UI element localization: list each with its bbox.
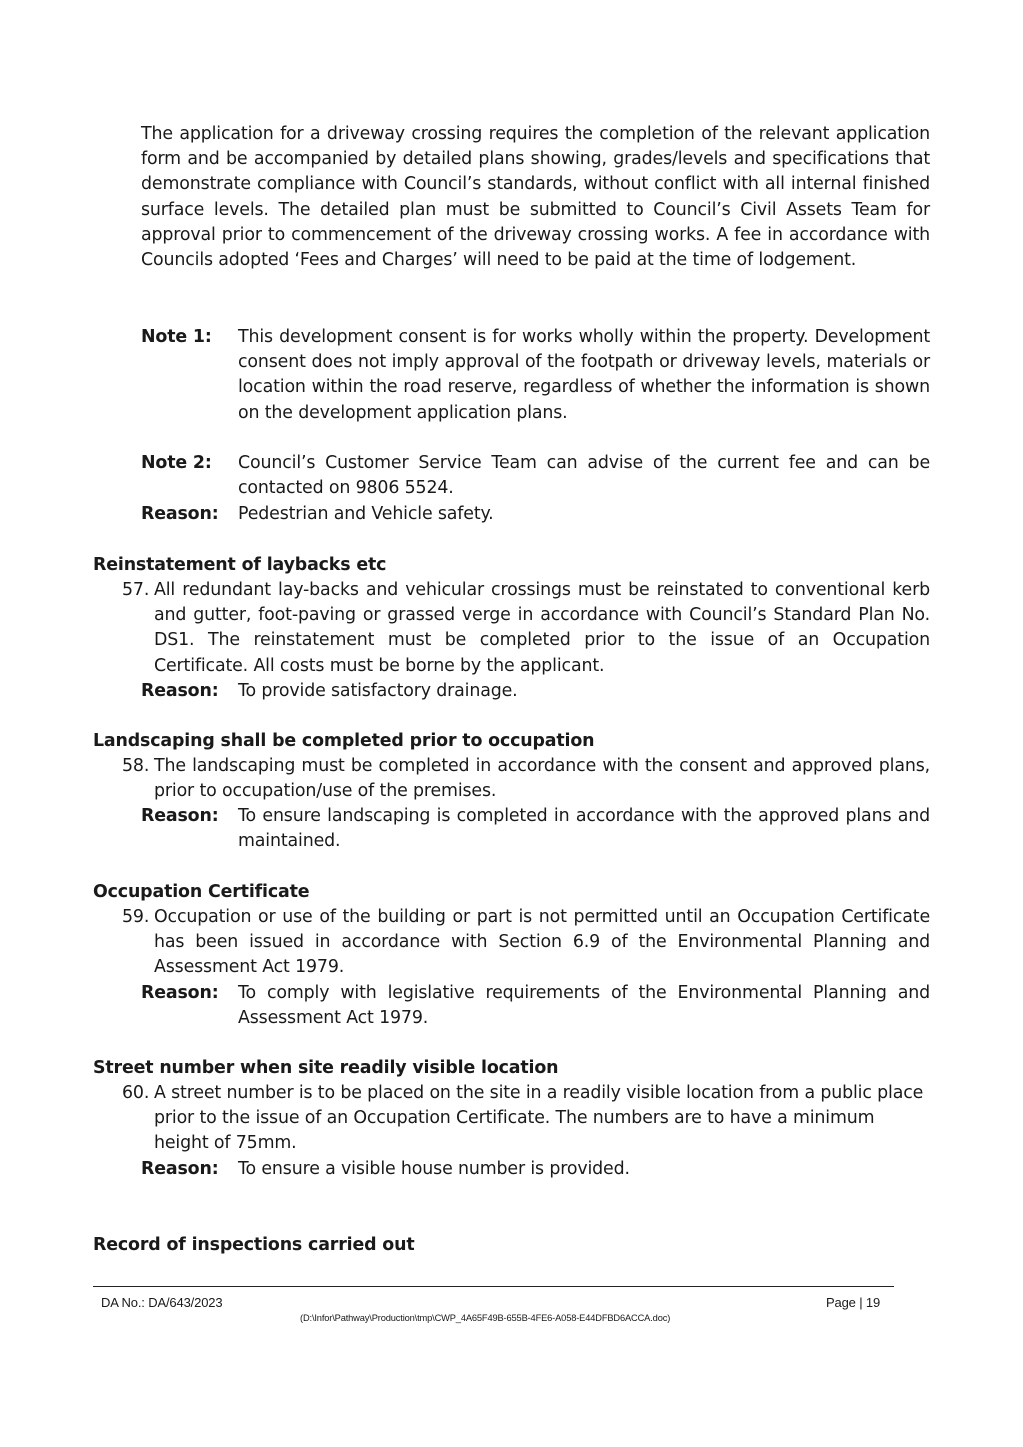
reason-text: To ensure landscaping is completed in accordance with the approved plans and maintained.	[238, 806, 930, 852]
condition-text: Occupation or use of the building or part is not permitted until an Occupation Certificate has been issued in accordance with Section 6.9 of the Environmental Planning and Assessment Act 1979.	[154, 907, 930, 978]
condition-number: 57.	[122, 580, 150, 600]
condition-number: 58.	[122, 756, 150, 776]
condition-number: 59.	[122, 907, 150, 927]
note-2-label: Note 2:	[141, 453, 212, 473]
section-heading-occupation-certificate: Occupation Certificate	[93, 882, 310, 902]
footer-page-number: Page | 19	[826, 1295, 881, 1310]
section-heading-inspections: Record of inspections carried out	[93, 1235, 415, 1255]
note-2-text: Council’s Customer Service Team can advise of the current fee and can be contacted on 9806 5524.	[238, 453, 930, 499]
reason-text: Pedestrian and Vehicle safety.	[238, 504, 494, 524]
condition-number: 60.	[122, 1083, 150, 1103]
reason-label: Reason:	[141, 681, 219, 701]
reason-text: To ensure a visible house number is provided.	[238, 1159, 630, 1179]
footer-divider	[93, 1286, 894, 1287]
footer-file-path: (D:\Infor\Pathway\Production\tmp\CWP_4A65F49B-655B-4FE6-A058-E44DFBD6ACCA.doc)	[300, 1313, 671, 1323]
section-heading-street-number: Street number when site readily visible location	[93, 1058, 559, 1078]
reason-label: Reason:	[141, 1159, 219, 1179]
reason-text: To provide satisfactory drainage.	[238, 681, 518, 701]
condition-text: A street number is to be placed on the site in a readily visible location from a public place prior to the issue of an Occupation Certificate. The numbers are to have a minimum height of 75mm.	[154, 1083, 924, 1154]
condition-text: The landscaping must be completed in accordance with the consent and approved plans, prior to occupation/use of the premises.	[154, 756, 930, 802]
reason-label: Reason:	[141, 504, 219, 524]
section-heading-landscaping: Landscaping shall be completed prior to occupation	[93, 731, 595, 751]
intro-paragraph: The application for a driveway crossing requires the completion of the relevant application form and be accompanied by detailed plans showing, grades/levels and specifications that demonstrate compliance with Council’s standards, without conflict with all internal finished surface levels. The detailed plan must be submitted to Council’s Civil Assets Team for approval prior to commencement of the driveway crossing works. A fee in accordance with Councils adopted ‘Fees and Charges’ will need to be paid at the time of lodgement.	[141, 124, 930, 271]
reason-text: To comply with legislative requirements of the Environmental Planning and Assessment Act 1979.	[238, 983, 930, 1029]
reason-label: Reason:	[141, 806, 219, 826]
note-1-label: Note 1:	[141, 327, 212, 347]
footer-da-number: DA No.: DA/643/2023	[101, 1295, 223, 1310]
note-1-text: This development consent is for works wholly within the property. Development consent does not imply approval of the footpath or driveway levels, materials or location within the road reserve, regardless of whether the information is shown on the development application plans.	[238, 327, 930, 423]
reason-label: Reason:	[141, 983, 219, 1003]
condition-text: All redundant lay-backs and vehicular crossings must be reinstated to conventional kerb and gutter, foot-paving or grassed verge in accordance with Council’s Standard Plan No. DS1. The reinstatement must be completed prior to the issue of an Occupation Certificate. All costs must be borne by the applicant.	[154, 580, 930, 676]
section-heading-laybacks: Reinstatement of laybacks etc	[93, 555, 387, 575]
